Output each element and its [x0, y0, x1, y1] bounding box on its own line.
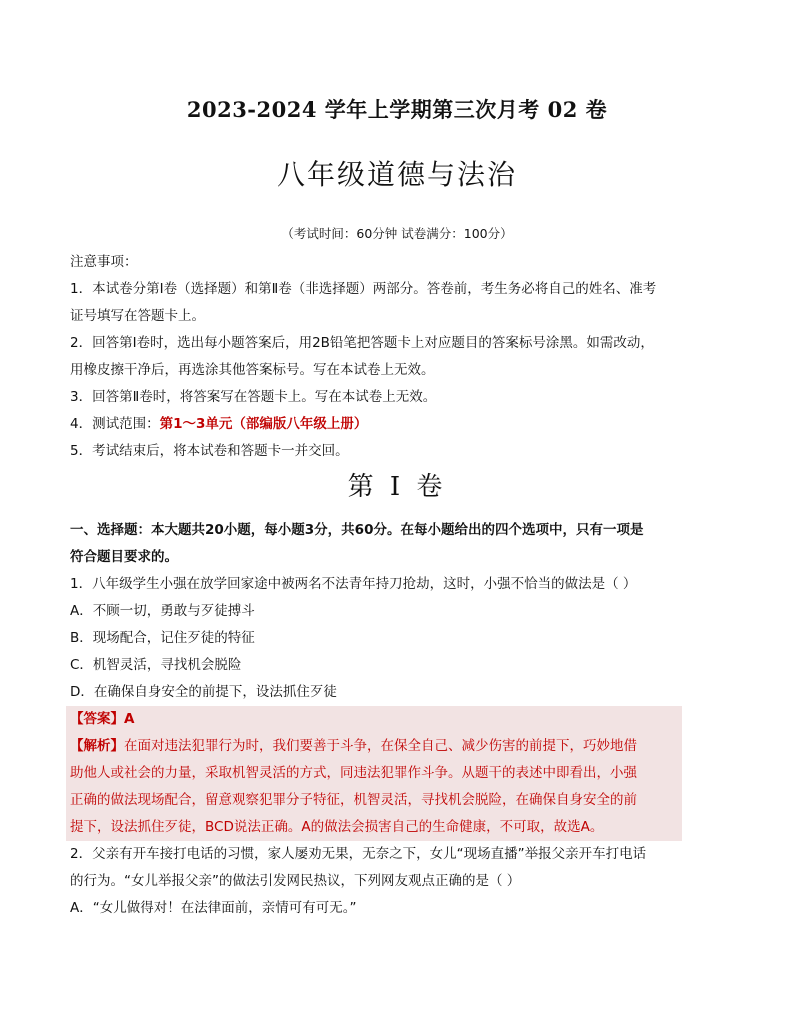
question-option: B．现场配合，记住歹徒的特征 [70, 630, 255, 646]
question-stem: 2．父亲有开车接打电话的习惯，家人屡劝无果，无奈之下，女儿“现场直播”举报父亲开车打电话 [70, 846, 647, 862]
analysis-text: 正确的做法现场配合，留意观察犯罪分子特征，机智灵活，寻找机会脱险，在确保自身安全的前 [70, 792, 637, 808]
subject-title: 八年级道德与法治 [276, 158, 517, 191]
question-option: C．机智灵活，寻找机会脱险 [70, 657, 242, 673]
notes-item: 1．本试卷分第Ⅰ卷（选择题）和第Ⅱ卷（非选择题）两部分。答卷前，考生务必将自己的姓名、准考 [70, 281, 657, 297]
notes-item-scope [70, 411, 690, 438]
notes-item: 3．回答第Ⅱ卷时，将答案写在答题卡上。写在本试卷上无效。 [70, 389, 437, 405]
section-title: 第 I 卷 [347, 472, 447, 502]
analysis-text: 在面对违法犯罪行为时，我们要善于斗争，在保全自己、减少伤害的前提下，巧妙地借 [124, 738, 637, 754]
notes-scope-prefix: 4．测试范围： [70, 416, 160, 432]
notes-heading: 注意事项： [70, 254, 138, 270]
question-stem: 的行为。“女儿举报父亲”的做法引发网民热议，下列网友观点正确的是（ ） [70, 873, 521, 889]
question-stem: 1．八年级学生小强在放学回家途中被两名不法青年持刀抢劫，这时，小强不恰当的做法是（ ） [70, 576, 637, 592]
analysis-text: 提下，设法抓住歹徒，BCD说法正确。A的做法会损害自己的生命健康，不可取，故选A。 [70, 819, 604, 835]
question-option: A．“女儿做得对！在法律面前，亲情可有可无。” [70, 900, 357, 916]
answer-block [66, 706, 682, 841]
analysis-text: 助他人或社会的力量，采取机智灵活的方式，同违法犯罪作斗争。从题干的表述中即看出，小强 [70, 765, 637, 781]
questions-section [70, 517, 696, 922]
notes-section [70, 249, 690, 465]
answer-label: 【答案】A [70, 711, 135, 727]
exam-title: 2023-2024 学年上学期第三次月考 02 卷 [186, 97, 608, 122]
exam-info: （考试时间：60分钟 试卷满分：100分） [281, 226, 513, 241]
notes-scope-value: 第1～3单元（部编版八年级上册） [159, 416, 368, 432]
notes-item: 2．回答第Ⅰ卷时，选出每小题答案后，用2B铅笔把答题卡上对应题目的答案标号涂黑。如需改动， [70, 335, 654, 351]
analysis-label: 【解析】 [70, 738, 124, 754]
notes-item: 5．考试结束后，将本试卷和答题卡一并交回。 [70, 443, 349, 459]
question-option: D．在确保自身安全的前提下，设法抓住歹徒 [70, 684, 337, 700]
section-instruction: 符合题目要求的。 [70, 549, 178, 565]
section-instruction: 一、选择题：本大题共20小题，每小题3分，共60分。在每小题给出的四个选项中，只有一项是 [70, 522, 644, 538]
notes-item: 用橡皮擦干净后，再选涂其他答案标号。写在本试卷上无效。 [70, 362, 435, 378]
notes-item: 证号填写在答题卡上。 [70, 308, 205, 324]
question-option: A．不顾一切，勇敢与歹徒搏斗 [70, 603, 255, 619]
